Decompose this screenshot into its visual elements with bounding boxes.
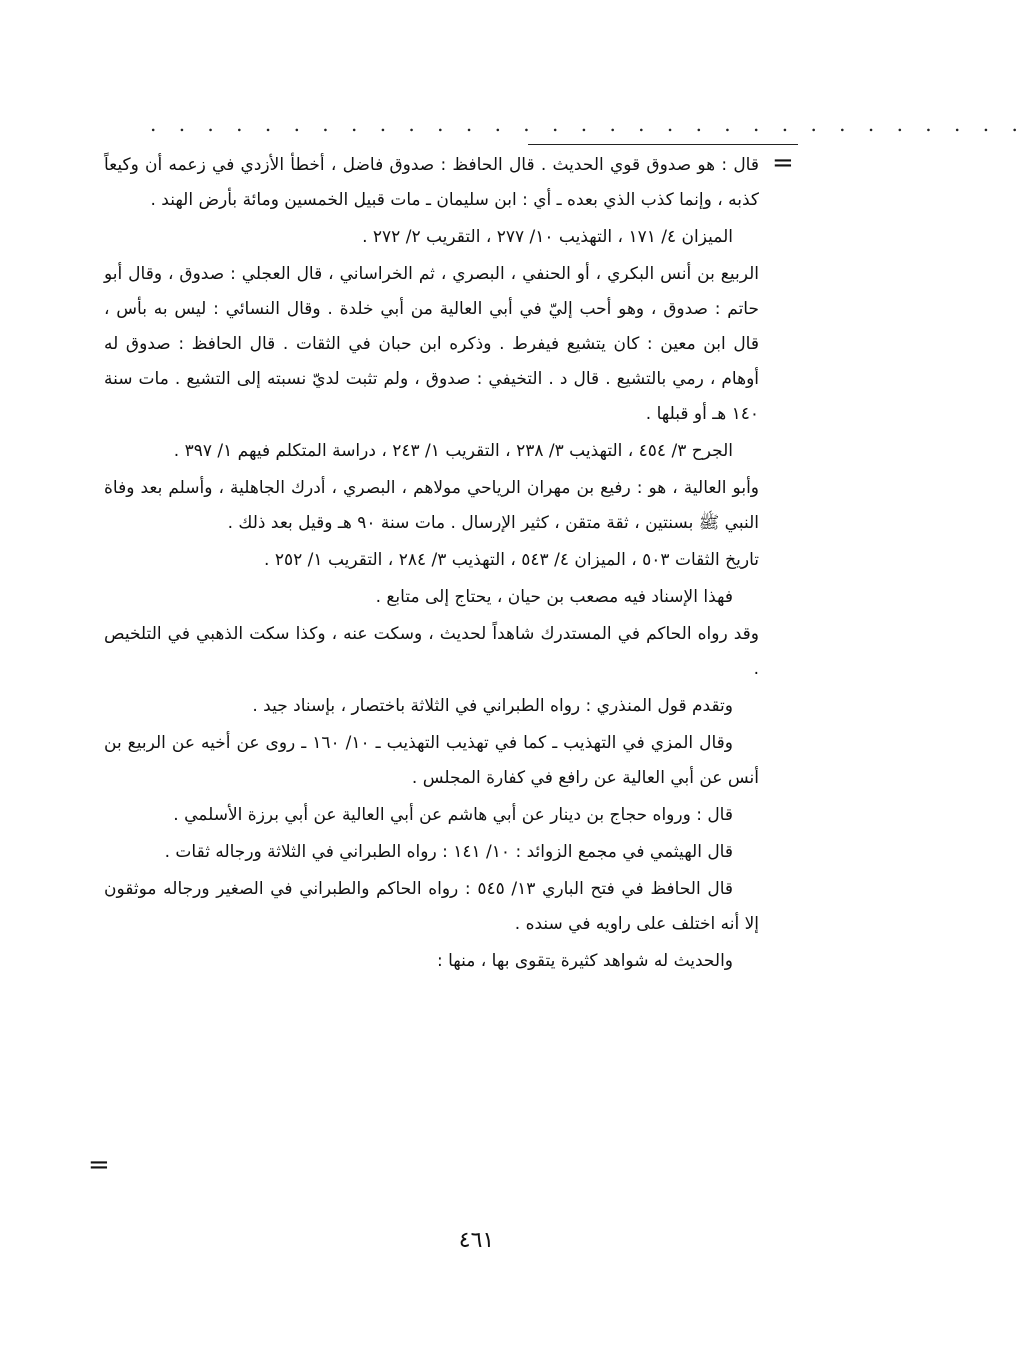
- footnote-paragraph: قال الحافظ في فتح الباري ١٣/ ٥٤٥ : رواه الحاكم والطبراني في الصغير ورجاله موثقون إلا أنه اختلف على راويه في سنده .: [104, 879, 759, 934]
- footnote-paragraph: الميزان ٤/ ١٧١ ، التهذيب ١٠/ ٢٧٧ ، التقريب ٢/ ٢٧٢ .: [362, 227, 733, 247]
- footnote-paragraph: فهذا الإسناد فيه مصعب بن حيان ، يحتاج إلى متابع .: [375, 587, 733, 607]
- footnote-paragraph: والحديث له شواهد كثيرة يتقوى بها ، منها :: [437, 951, 733, 971]
- footnote-paragraph: وأبو العالية ، هو : رفيع بن مهران الرياحي مولاهم ، البصري ، أدرك الجاهلية ، وأسلم بعد وفاة النبي ﷺ بسنتين ، ثقة متقن ، كثير الإرسال . مات سنة ٩٠ هـ وقيل بعد ذلك .: [104, 478, 759, 533]
- footnote-paragraph: وتقدم قول المنذري : رواه الطبراني في الثلاثة باختصار ، بإسناد جيد .: [252, 696, 733, 716]
- header-dots: . . . . . . . . . . . . . . . . . . . . . . . . . . . . . . .: [150, 112, 1026, 136]
- continuation-mark-bottom: =: [88, 1150, 110, 1180]
- footnote-paragraph: قال : ورواه حجاج بن دينار عن أبي هاشم عن أبي العالية عن أبي برزة الأسلمي .: [173, 805, 733, 825]
- footnote-paragraph: الربيع بن أنس البكري ، أو الحنفي ، البصري ، ثم الخراساني ، قال العجلي : صدوق ، وقال أبو حاتم : صدوق ، وهو أحب إليّ في أبي العالية من أبي خلدة . وقال النسائي : ليس به بأس ، قال ابن معين : كان يتشيع فيفرط . وذكره ابن حبان في الثقات . قال الحافظ : صدوق له أوهام ، رمي بالتشيع . قال د . التخيفي : صدوق ، ولم تثبت لديّ نسبته إلى التشيع . مات سنة ١٤٠ هـ أو قبلها .: [104, 264, 759, 424]
- footnote-paragraph: قال الهيثمي في مجمع الزوائد : ١٠/ ١٤١ : رواه الطبراني في الثلاثة ورجاله ثقات .: [164, 842, 733, 862]
- footnote-paragraph: وقال المزي في التهذيب ـ كما في تهذيب التهذيب ـ ١٠/ ١٦٠ ـ روى عن أخيه عن الربيع بن أنس عن أبي العالية عن رافع في كفارة المجلس .: [104, 733, 759, 788]
- continuation-mark-top: =: [772, 148, 794, 178]
- footnote-paragraph: قال : هو صدوق قوي الحديث . قال الحافظ : صدوق فاضل ، أخطأ الأزدي في زعمه أن وكيعاً كذبه ، وإنما كذب الذي بعده ـ أي : ابن سليمان ـ مات قبيل الخمسين ومائة بأرض الهند .: [104, 155, 759, 210]
- footnote-body: [104, 148, 759, 981]
- footnote-paragraph: وقد رواه الحاكم في المستدرك شاهداً لحديث ، وسكت عنه ، وكذا سكت الذهبي في التلخيص .: [104, 624, 759, 679]
- footnote-paragraph: تاريخ الثقات ٥٠٣ ، الميزان ٤/ ٥٤٣ ، التهذيب ٣/ ٢٨٤ ، التقريب ١/ ٢٥٢ .: [264, 550, 759, 570]
- page-number: ٤٦١: [458, 1228, 495, 1253]
- footnote-paragraph: الجرح ٣/ ٤٥٤ ، التهذيب ٣/ ٢٣٨ ، التقريب ١/ ٢٤٣ ، دراسة المتكلم فيهم ١/ ٣٩٧ .: [173, 441, 733, 461]
- footnote-rule: [528, 144, 798, 145]
